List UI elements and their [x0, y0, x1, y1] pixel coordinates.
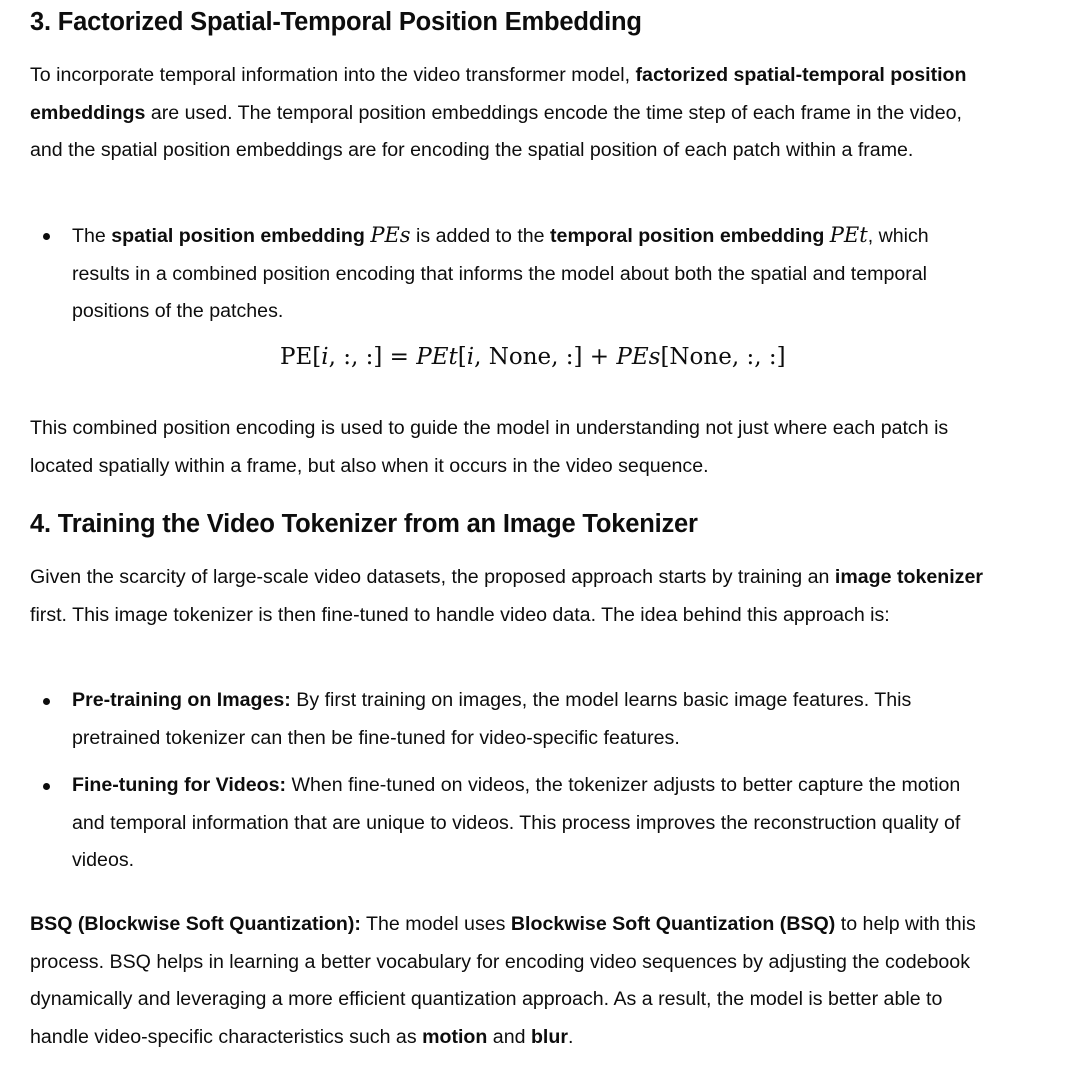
- bsq-paragraph: BSQ (Blockwise Soft Quantization): The model uses Blockwise Soft Quantization (BSQ) to help with this process. BSQ helps in learning a better vocabulary for encoding video sequences by adjusting the codebook dynamically and leveraging a more efficient quantization approach. As a result, the model is better able to handle video-specific characteristics such as motion and blur.: [30, 913, 976, 1048]
- section-3-intro: To incorporate temporal information into the video transformer model, factorized spatial-temporal position embeddings are used. The temporal position embeddings encode the time step of each frame in the video, and the spatial position embeddings are for encoding the spatial position of each patch within a frame.: [30, 64, 967, 162]
- list-item: Fine-tuning for Videos: When fine-tuned on videos, the tokenizer adjusts to better capture the motion and temporal information that are unique to videos. This process improves the reconstruction quality of videos.: [30, 767, 990, 880]
- section-3-heading: 3. Factorized Spatial-Temporal Position Embedding: [30, 8, 642, 36]
- bullet-dot-icon: [43, 783, 50, 790]
- math-symbol: PEs: [370, 223, 411, 247]
- list-item: Pre-training on Images: By first training on images, the model learns basic image features. This pretrained tokenizer can then be fine-tuned for video-specific features.: [30, 682, 990, 757]
- math-symbol: PEt: [829, 223, 868, 247]
- section-3-bullet-list: [30, 217, 990, 331]
- bullet-dot-icon: [43, 233, 50, 240]
- section-4-heading: 4. Training the Video Tokenizer from an Image Tokenizer: [30, 510, 698, 538]
- section-4-bullet-list: [30, 682, 990, 880]
- list-item: The spatial position embedding PEs is added to the temporal position embedding PEt, which results in a combined position encoding that informs the model about both the spatial and temporal positions of the patches.: [30, 217, 990, 331]
- position-embedding-equation: PE[i, :, :] = PEt[i, None, :] + PEs[None, :, :]: [280, 344, 786, 370]
- section-3-outro: This combined position encoding is used to guide the model in understanding not just where each patch is located spatially within a frame, but also when it occurs in the video sequence.: [30, 417, 949, 477]
- bullet-dot-icon: [43, 698, 50, 705]
- section-4-intro: Given the scarcity of large-scale video datasets, the proposed approach starts by training an image tokenizer first. This image tokenizer is then fine-tuned to handle video data. The idea behind this approach is:: [30, 566, 983, 626]
